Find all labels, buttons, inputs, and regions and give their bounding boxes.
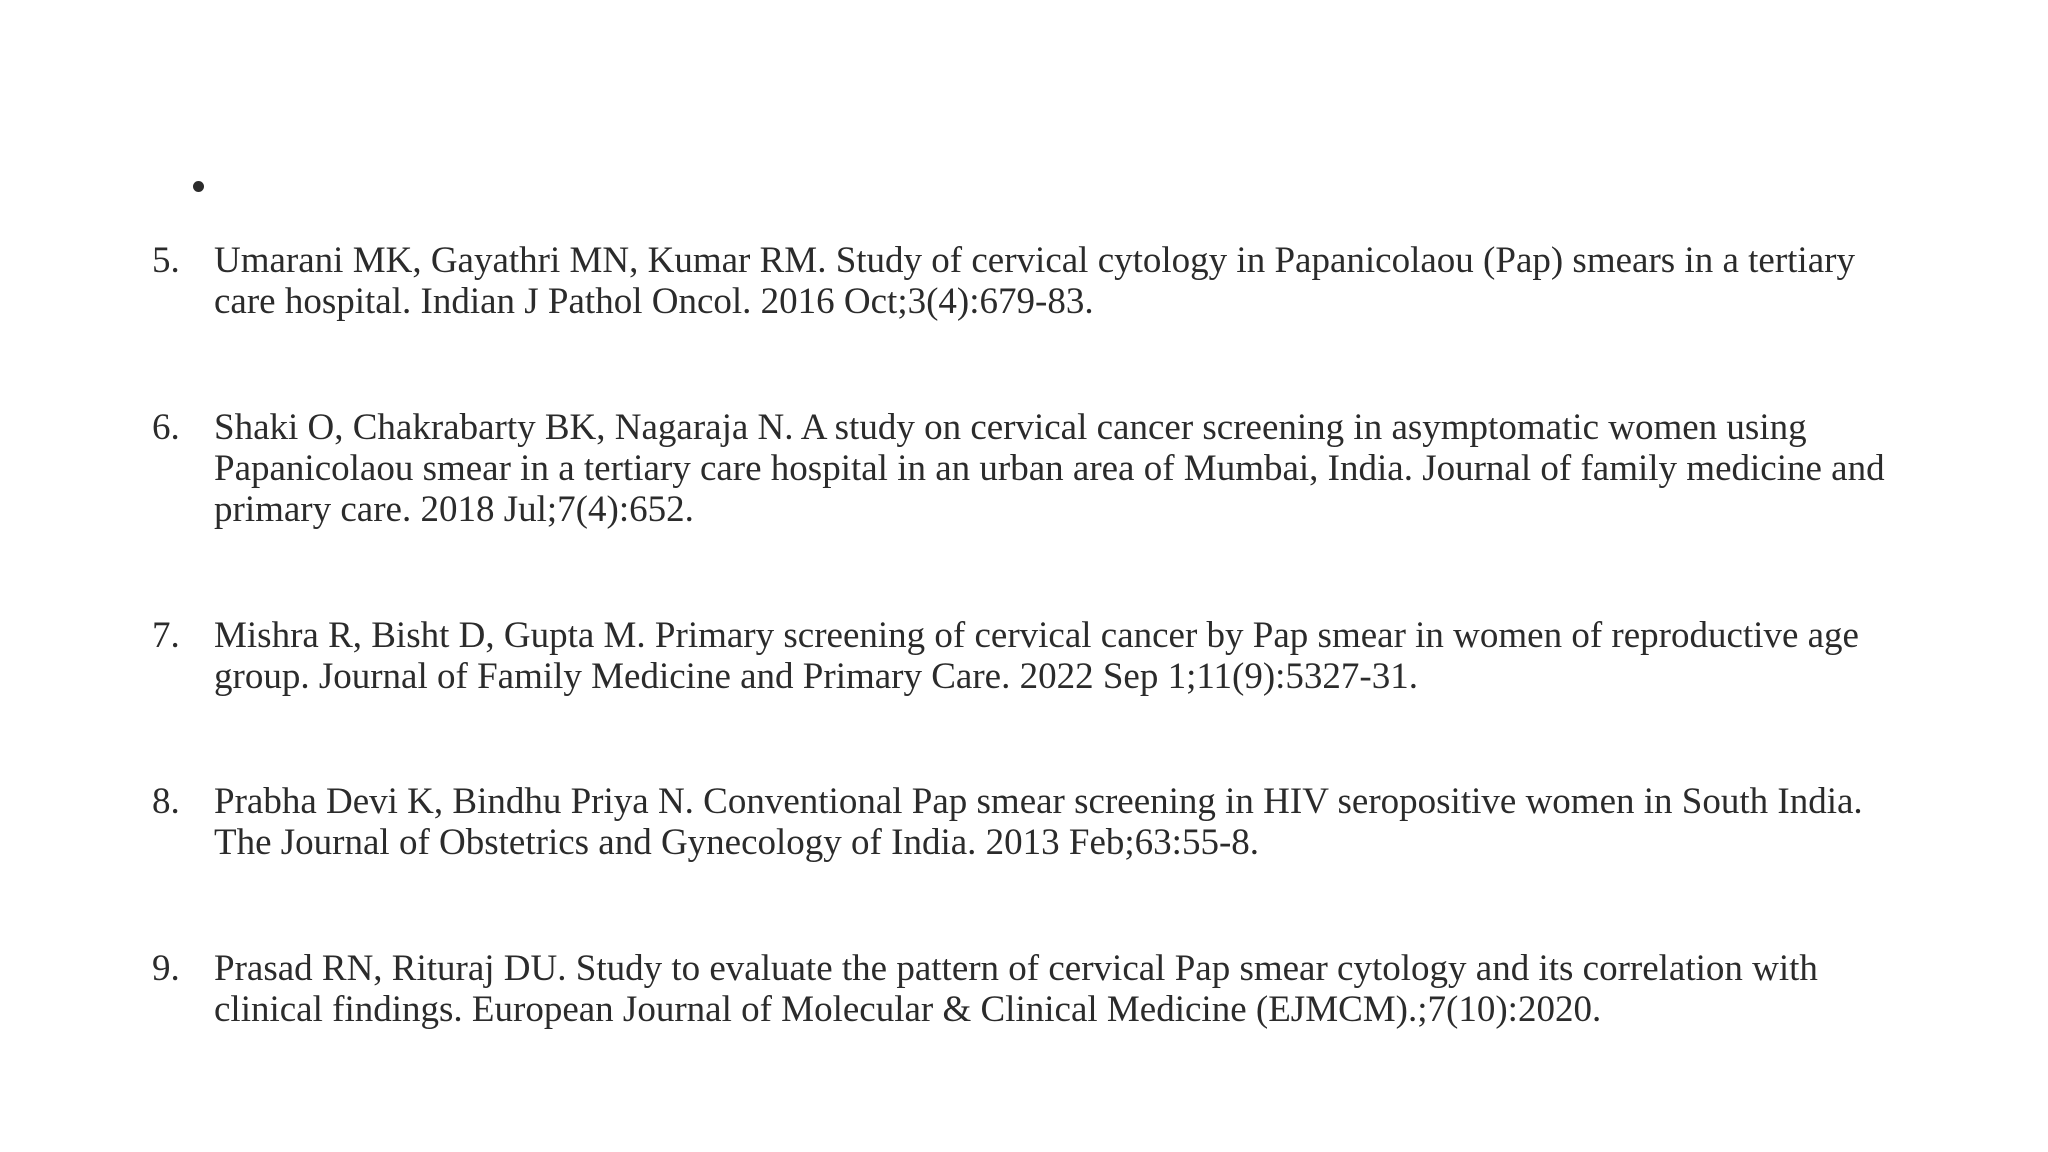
reference-number: 9. — [152, 948, 180, 989]
reference-number: 6. — [152, 407, 180, 448]
reference-text: Umarani MK, Gayathri MN, Kumar RM. Study of cervical cytology in Papanicolaou (Pap) smears in a tertiary care hospital. Indian J Pathol Oncol. 2016 Oct;3(4):679-83. — [214, 240, 1855, 322]
reference-item — [152, 615, 1892, 697]
reference-number: 8. — [152, 781, 180, 822]
reference-item — [152, 948, 1892, 1030]
reference-number: 5. — [152, 240, 180, 281]
reference-item — [152, 240, 1892, 322]
reference-text: Prasad RN, Rituraj DU. Study to evaluate the pattern of cervical Pap smear cytology and its correlation with clinical findings. European Journal of Molecular & Clinical Medicine (EJMCM).;7(10):2020. — [214, 948, 1818, 1030]
reference-text: Prabha Devi K, Bindhu Priya N. Conventional Pap smear screening in HIV seropositive women in South India. The Journal of Obstetrics and Gynecology of India. 2013 Feb;63:55-8. — [214, 781, 1863, 863]
empty-bullet-point — [193, 181, 204, 192]
reference-item — [152, 407, 1892, 530]
reference-text: Shaki O, Chakrabarty BK, Nagaraja N. A study on cervical cancer screening in asymptomatic women using Papanicolaou smear in a tertiary care hospital in an urban area of Mumbai, India. Journal of family medicine and primary care. 2018 Jul;7(4):652. — [214, 407, 1885, 530]
reference-text: Mishra R, Bisht D, Gupta M. Primary screening of cervical cancer by Pap smear in women of reproductive age group. Journal of Family Medicine and Primary Care. 2022 Sep 1;11(9):5327-31. — [214, 615, 1859, 697]
reference-item — [152, 781, 1892, 863]
reference-number: 7. — [152, 615, 180, 656]
